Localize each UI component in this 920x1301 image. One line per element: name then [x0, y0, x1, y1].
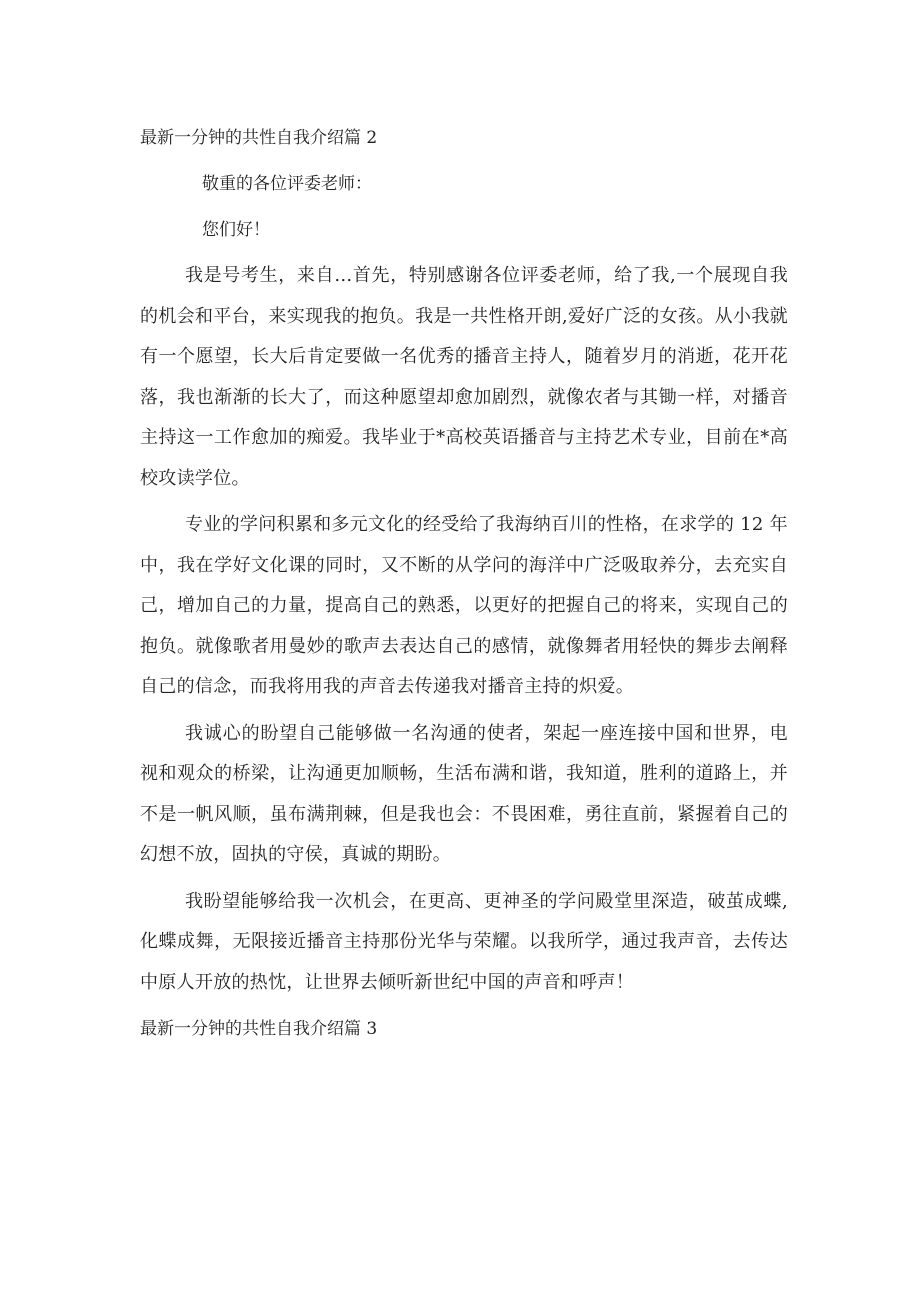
- paragraph-study: 专业的学问积累和多元文化的经受给了我海纳百川的性格，在求学的 12 年中，我在学好文化课的同时，又不断的从学问的海洋中广泛吸取养分，去充实自己，增加自己的力量，提高自己的熟悉，以更好的把握自己的将来，实现自己的抱负。就像歌者用曼妙的歌声去表达自己的感情，就像舞者用轻快的舞步去阐释自己的信念，而我将用我的声音去传递我对播音主持的炽爱。: [140, 514, 788, 697]
- salutation: 敬重的各位评委老师：: [202, 174, 372, 194]
- paragraph-introduction: 我是号考生，来自…首先，特别感谢各位评委老师，给了我,一个展现自我的机会和平台，来实现我的抱负。我是一共性格开朗,爱好广泛的女孩。从小我就有一个愿望，长大后肯定要做一名优秀的播音主持人，随着岁月的消逝，花开花落，我也渐渐的长大了，而这种愿望却愈加剧烈，就像农者与其锄一样，对播音主持这一工作愈加的痴爱。我毕业于*高校英语播音与主持艺术专业，目前在*高校攻读学位。: [140, 265, 788, 489]
- section-heading-2: 最新一分钟的共性自我介绍篇 2: [140, 128, 378, 148]
- section-heading-3: 最新一分钟的共性自我介绍篇 3: [140, 1019, 378, 1039]
- paragraph-aspiration: 我诚心的盼望自己能够做一名沟通的使者，架起一座连接中国和世界，电视和观众的桥梁，让沟通更加顺畅，生活布满和谐，我知道，胜利的道路上，并不是一帆风顺，虽布满荆棘，但是我也会：不畏困难，勇往直前，紧握着自己的幻想不放，固执的守侯，真诚的期盼。: [140, 722, 788, 865]
- paragraph-closing: 我盼望能够给我一次机会，在更高、更神圣的学问殿堂里深造，破茧成蝶,化蝶成舞，无限接近播音主持那份光华与荣耀。以我所学，通过我声音，去传达中原人开放的热忱，让世界去倾听新世纪中国的声音和呼声！: [140, 890, 788, 993]
- greeting: 您们好！: [202, 220, 270, 240]
- document-body: [140, 118, 788, 1049]
